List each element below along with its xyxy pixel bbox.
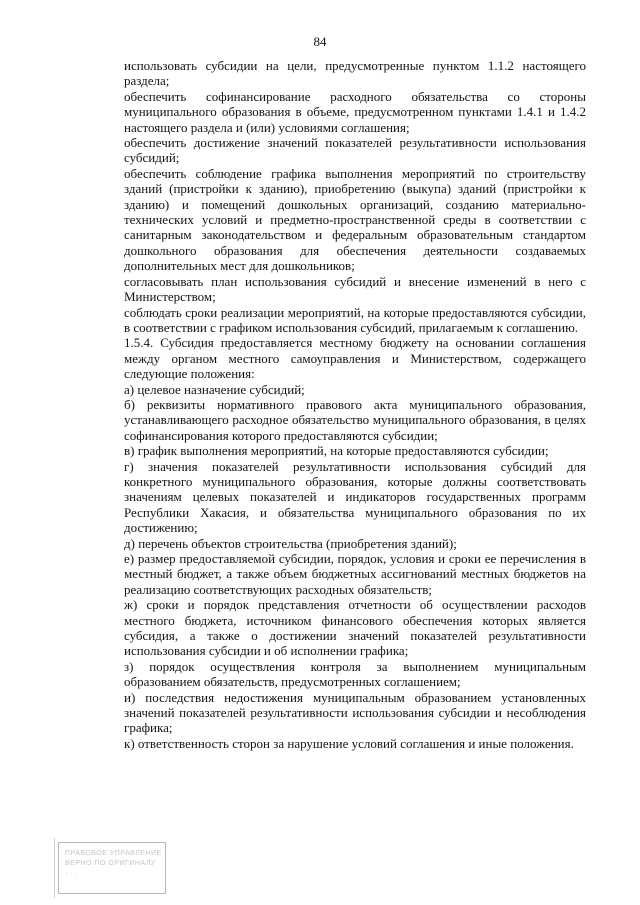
page-number: 84 (313, 34, 327, 49)
paragraph-text: согласовывать план использования субсидий и внесение изменений в него с Министерством; (124, 273, 586, 305)
paragraph (124, 459, 586, 536)
paragraph-text: обеспечить софинансирование расходного обязательства со стороны муниципального образования в объеме, предусмотренном пунктами 1.4.1 и 1.4.2 настоящего раздела и (или) условиями соглашения; (124, 88, 586, 135)
paragraph-text: б) реквизиты нормативного правового акта муниципального образования, устанавливающего расходное обязательство муниципального образования, в целях софинансирования которого предоставляются субсидии; (124, 396, 586, 443)
paragraph (124, 166, 586, 274)
paragraph-text: обеспечить соблюдение графика выполнения мероприятий по строительству зданий (пристройки к зданию), приобретению (выкупа) зданий (пристройки к зданию) и помещений дошкольных организаций, созданию материально-технических условий и предметно-пространственной среды в соответствии с санитарным законодательством и федеральным образовательным стандартом дошкольного образования для обеспечения деятельности создаваемых дополнительных мест для дошкольников; (124, 165, 586, 274)
paragraph (124, 135, 586, 166)
paragraph (124, 443, 586, 458)
paragraph-number: 1.5.4. (124, 335, 154, 351)
paragraph (124, 305, 586, 336)
paragraph-text: е) размер предоставляемой субсидии, порядок, условия и сроки ее перечисления в местный бюджет, а также объем бюджетных ассигнований местных бюджетов на реализацию соответствующих расходных обязательств; (124, 551, 586, 597)
stamp-line: ПРАВОВОЕ УПРАВЛЕНИЕ (65, 850, 162, 857)
paragraph (124, 335, 586, 381)
stamp-line: ВЕРНО ПО ОРИГИНАЛУ (65, 860, 156, 867)
document-body (124, 58, 586, 751)
document-stamp (58, 842, 166, 894)
paragraph-text: з) порядок осуществления контроля за выполнением муниципальным образованием обязательств, предусмотренных соглашением; (124, 658, 586, 690)
paragraph (124, 659, 586, 690)
paragraph-text: а) целевое назначение субсидий; (124, 381, 305, 397)
paragraph (124, 397, 586, 443)
paragraph-text: ж) сроки и порядок представления отчетности об осуществлении расходов местного бюджета, источником финансового обеспечения которых является субсидия, а также о достижении значений показателей результативности использования субсидии и об исполнении графика; (124, 597, 586, 659)
paragraph-text: использовать субсидии на цели, предусмотренные пунктом 1.1.2 настоящего раздела; (124, 58, 586, 89)
paragraph (124, 274, 586, 305)
paragraph-text: к) ответственность сторон за нарушение условий соглашения и иные положения. (124, 735, 574, 751)
paragraph-text: Субсидия предоставляется местному бюджету на основании соглашения между органом местного самоуправления и Министерством, содержащего следующие положения: (124, 335, 586, 382)
paragraph (124, 382, 586, 397)
paragraph-text: г) значения показателей результативности использования субсидий для конкретного муниципального образования, которые должны соответствовать значениям целевых показателей и индикаторов государственных программ Республики Хакасия, и обязательства муниципального образования по их достижению; (124, 458, 586, 536)
paragraph (124, 597, 586, 659)
paragraph (124, 58, 586, 89)
paragraph-text: д) перечень объектов строительства (приобретения зданий); (124, 535, 457, 551)
paragraph-text: соблюдать сроки реализации мероприятий, на которые предоставляются субсидии, в соответствии с графиком использования субсидий, прилагаемым к соглашению. (124, 304, 586, 335)
stamp-line: · · · (65, 870, 79, 877)
paragraph (124, 536, 586, 551)
paragraph-text: обеспечить достижение значений показателей результативности использования субсидий; (124, 135, 586, 166)
paragraph (124, 89, 586, 135)
paragraph (124, 551, 586, 597)
paragraph (124, 690, 586, 736)
paragraph-text: в) график выполнения мероприятий, на которые предоставляются субсидии; (124, 443, 549, 459)
paragraph-text: и) последствия недостижения муниципальным образованием установленных значений показателей результативности использования субсидии и несоблюдения графика; (124, 689, 586, 736)
paragraph (124, 736, 586, 751)
